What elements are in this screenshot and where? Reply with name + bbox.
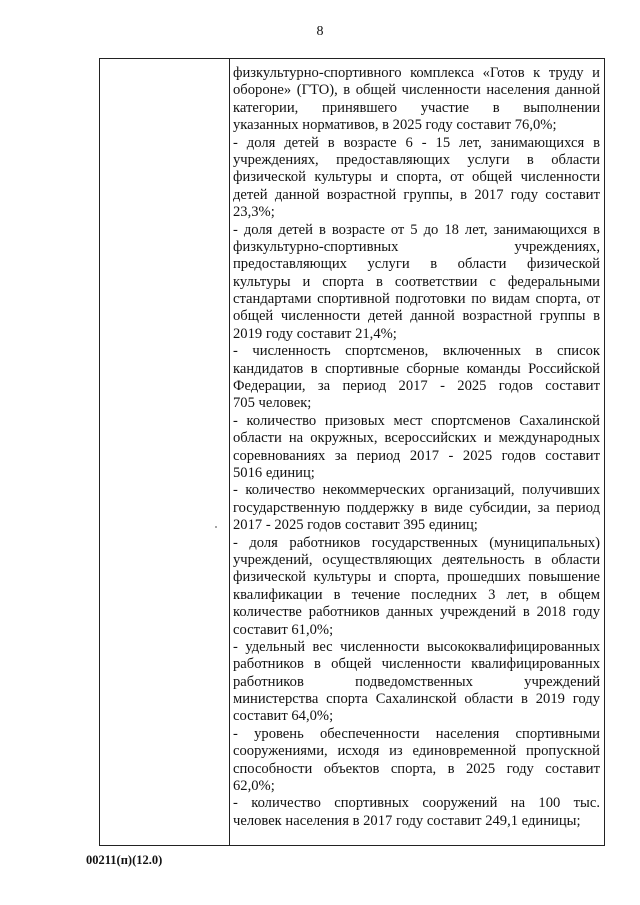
- text-line: 705 человек;: [233, 395, 312, 412]
- text-line: - доля работников государственных (муниципальных): [233, 534, 600, 551]
- text-line: - количество спортивных сооружений на 100 тыс.: [233, 795, 600, 812]
- text-line: культуры и спорта в соответствии с федеральными: [233, 273, 600, 290]
- text-line: составит 64,0%;: [233, 708, 334, 725]
- text-line: Федерации, за период 2017 - 2025 годов составит: [233, 378, 600, 395]
- text-line: обороне» (ГТО), в общей численности населения данной: [233, 82, 600, 99]
- text-line: - уровень обеспеченности населения спортивными: [233, 725, 600, 742]
- text-line: - численность спортсменов, включенных в список: [233, 343, 600, 360]
- text-line: - доля детей в возрасте 6 - 15 лет, занимающихся в: [233, 134, 600, 151]
- text-line: - количество некоммерческих организаций, получивших: [233, 482, 600, 499]
- page-number: 8: [316, 24, 324, 39]
- indicators-text-cell: [233, 65, 600, 830]
- text-line: 23,3%;: [233, 204, 275, 221]
- text-line: соревнованиях за период 2017 - 2025 годов составит: [233, 447, 600, 464]
- text-line: сооружениями, исходя из единовременной пропускной: [233, 743, 600, 760]
- text-line: области на окружных, всероссийских и международных: [233, 430, 600, 447]
- text-line: указанных нормативов, в 2025 году составит 76,0%;: [233, 117, 557, 134]
- column-divider: [229, 59, 230, 845]
- document-code: 00211(п)(12.0): [86, 853, 163, 867]
- text-line: стандартами спортивной подготовки по видам спорта, от: [233, 291, 600, 308]
- indicators-table: [99, 58, 605, 846]
- text-line: физкультурно-спортивного комплекса «Готов к труду и: [233, 65, 600, 81]
- text-line: учреждениях, предоставляющих услуги в области: [233, 151, 600, 168]
- text-line: физической культуры и спорта, прошедших повышение: [233, 569, 600, 586]
- text-line: физкультурно-спортивных учреждениях,: [233, 238, 600, 255]
- text-line: - доля детей в возрасте от 5 до 18 лет, занимающихся в: [233, 221, 600, 238]
- text-line: работников подведомственных учреждений: [233, 673, 600, 690]
- text-line: 2017 - 2025 годов составит 395 единиц;: [233, 517, 478, 534]
- text-line: составит 61,0%;: [233, 621, 334, 638]
- text-line: человек населения в 2017 году составит 249,1 единицы;: [233, 812, 581, 829]
- text-line: - количество призовых мест спортсменов Сахалинской: [233, 412, 600, 429]
- text-line: министерства спорта Сахалинской области в 2019 году: [233, 691, 600, 708]
- text-line: квалификации в течение последних 3 лет, в общем: [233, 586, 600, 603]
- text-line: детей данной возрастной группы, в 2017 году составит: [233, 186, 600, 203]
- text-line: количестве работников данных учреждений в 2018 году: [233, 604, 600, 621]
- text-line: государственную поддержку в виде субсидии, за период: [233, 499, 600, 516]
- text-line: физической культуры и спорта, от общей численности: [233, 169, 600, 186]
- text-line: 2019 году составит 21,4%;: [233, 325, 397, 342]
- text-line: - удельный вес численности высококвалифицированных: [233, 638, 600, 655]
- text-line: 5016 единиц;: [233, 464, 315, 481]
- text-line: кандидатов в спортивные сборные команды Российской: [233, 360, 600, 377]
- text-line: способности объектов спорта, в 2025 году составит: [233, 760, 600, 777]
- text-line: категории, принявшего участие в выполнении: [233, 99, 600, 116]
- scan-speck: [215, 526, 217, 528]
- text-line: 62,0%;: [233, 778, 275, 795]
- text-line: учреждений, осуществляющих деятельность в области: [233, 551, 600, 568]
- text-line: предоставляющих услуги в области физической: [233, 256, 600, 273]
- text-line: общей численности детей данной возрастной группы в: [233, 308, 600, 325]
- text-line: работников в общей численности квалифицированных: [233, 656, 600, 673]
